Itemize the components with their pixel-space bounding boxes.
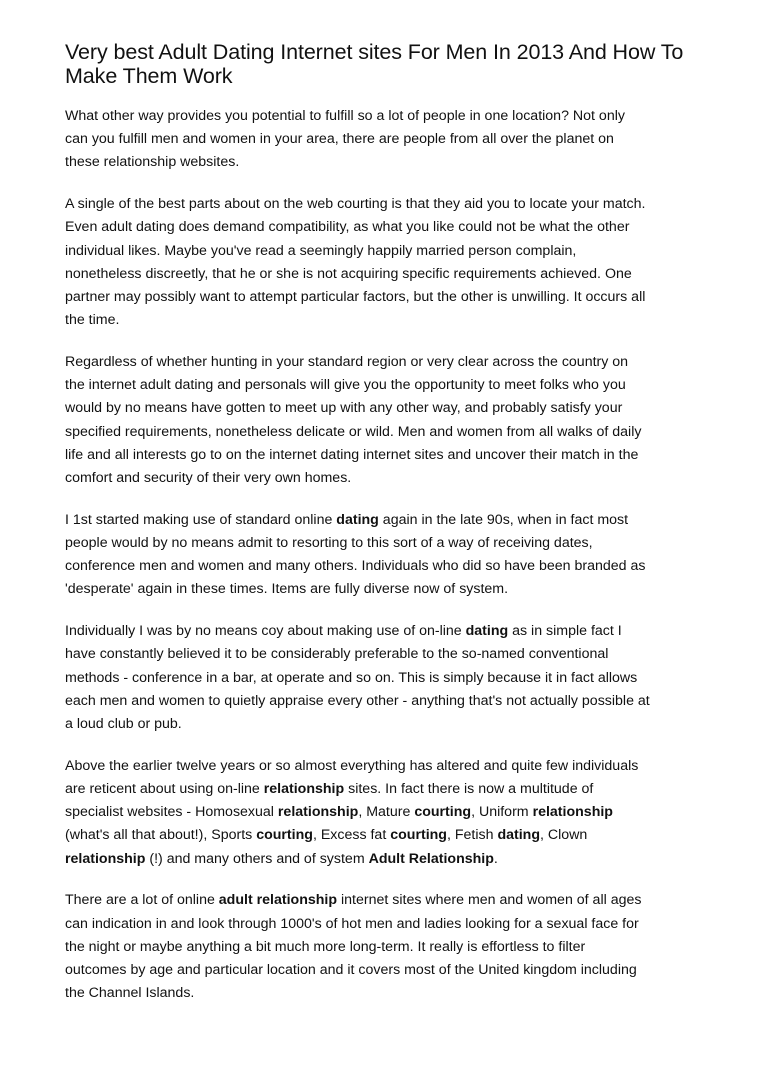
text-run: people would by no means admit to resorting to this sort of a way of receiving dates, [65, 535, 593, 552]
text-line [65, 105, 715, 128]
text-line [65, 755, 715, 778]
text-run: , Clown [540, 827, 588, 844]
text-run: can you fulfill men and women in your area, there are people from all over the planet on [65, 131, 614, 148]
text-line [65, 351, 715, 374]
text-run: each men and women to quietly appraise every other - anything that's not actually possible at [65, 692, 650, 709]
bold-keyword: relationship [65, 850, 146, 867]
text-line [65, 467, 715, 490]
text-run: are reticent about using on-line [65, 781, 264, 798]
text-run: specified requirements, nonetheless delicate or wild. Men and women from all walks of daily [65, 423, 642, 440]
bold-keyword: relationship [277, 804, 359, 821]
text-line [65, 286, 715, 309]
text-run: life and all interests go to on the internet dating internet sites and uncover their match in the [65, 446, 639, 463]
text-line [65, 848, 715, 871]
text-line [65, 778, 715, 801]
paragraph [65, 509, 715, 602]
text-run: Individually I was by no means coy about making use of on-line [65, 623, 466, 640]
text-line [65, 690, 715, 713]
text-line [65, 532, 715, 555]
text-line [65, 801, 715, 824]
text-run: the internet adult dating and personals will give you the opportunity to meet folks who you [65, 377, 626, 394]
text-line [65, 240, 715, 263]
text-line [65, 151, 715, 174]
bold-keyword: courting [256, 827, 313, 844]
text-line [65, 509, 715, 532]
text-run: the Channel Islands. [65, 985, 195, 1002]
bold-keyword: courting [390, 827, 447, 844]
text-run: the night or maybe anything a bit much more long-term. It really is effortless to filter [65, 938, 586, 955]
text-line [65, 936, 715, 959]
text-line [65, 421, 715, 444]
bold-keyword: courting [414, 804, 472, 821]
text-run: What other way provides you potential to fulfill so a lot of people in one location? Not only [65, 108, 625, 124]
text-run: can indication in and look through 1000's of hot men and ladies looking for a sexual face for [65, 915, 639, 932]
text-run: , Mature [358, 804, 415, 821]
text-run: , Excess fat [312, 827, 391, 844]
text-run: outcomes by age and particular location and it covers most of the United kingdom including [65, 962, 637, 979]
text-run: the time. [65, 312, 120, 329]
text-run: specialist websites - Homosexual [65, 804, 278, 821]
text-run: have constantly believed it to be considerably preferable to the so-named conventional [65, 646, 609, 663]
text-run: , Uniform [471, 804, 533, 821]
text-run: . [493, 850, 498, 867]
text-line [65, 959, 715, 982]
paragraph [65, 620, 715, 736]
bold-keyword: dating [336, 511, 379, 528]
paragraph [65, 105, 715, 175]
text-run: 'desperate' again in these times. Items are fully diverse now of system. [65, 581, 509, 598]
paragraph [65, 889, 715, 1005]
text-run: these relationship websites. [65, 154, 240, 171]
text-run: would by no means have gotten to meet up with any other way, and probably satisfy your [65, 400, 623, 417]
text-line [65, 263, 715, 286]
bold-keyword: relationship [532, 804, 613, 821]
text-run: Regardless of whether hunting in your standard region or very clear across the country on [65, 354, 629, 371]
text-run: as in simple fact I [508, 623, 622, 640]
text-run: Even adult dating does demand compatibility, as what you like could not be what the other [65, 219, 630, 236]
text-line [65, 643, 715, 666]
text-run: (!) and many others and of system [145, 850, 369, 867]
text-line [65, 578, 715, 601]
text-line [65, 667, 715, 690]
text-run: sites. In fact there is now a multitude of [344, 781, 594, 798]
bold-keyword: relationship [263, 781, 345, 798]
text-run: I 1st started making use of standard online [65, 511, 337, 528]
bold-keyword: dating [497, 827, 540, 844]
text-run: A single of the best parts about on the web courting is that they aid you to locate your match. [65, 196, 646, 213]
document-body [65, 105, 715, 1005]
text-line [65, 620, 715, 643]
text-line [65, 889, 715, 912]
text-line [65, 713, 715, 736]
paragraph [65, 755, 715, 871]
text-line [65, 982, 715, 1005]
text-run: nonetheless discreetly, that he or she is not acquiring specific requirements achieved. One [65, 265, 632, 282]
paragraph [65, 193, 715, 332]
bold-keyword: Adult Relationship [368, 850, 494, 867]
text-run: again in the late 90s, when in fact most [378, 511, 629, 528]
text-line [65, 309, 715, 332]
text-line [65, 193, 715, 216]
document-page [65, 40, 715, 1024]
text-run: conference men and women and many others. Individuals who did so have been branded as [65, 558, 646, 575]
text-line [65, 444, 715, 467]
text-line [65, 216, 715, 239]
bold-keyword: dating [465, 623, 509, 640]
text-run: partner may possibly want to attempt particular factors, but the other is unwilling. It occurs all [65, 289, 646, 306]
text-line [65, 824, 715, 847]
text-run: a loud club or pub. [65, 716, 182, 733]
text-run: comfort and security of their very own homes. [65, 470, 352, 487]
text-run: There are a lot of online [65, 892, 219, 909]
page-title: Very best Adult Dating Internet sites For Men In 2013 And How To Make Them Work [65, 40, 684, 88]
text-line [65, 555, 715, 578]
text-run: internet sites where men and women of all ages [337, 892, 642, 909]
text-line [65, 913, 715, 936]
text-line [65, 397, 715, 420]
text-run: individual likes. Maybe you've read a seemingly happily married person complain, [65, 242, 577, 259]
bold-keyword: adult relationship [218, 892, 338, 909]
text-run: methods - conference in a bar, at operate and so on. This is simply because it in fact allows [65, 669, 638, 686]
text-run: , Fetish [446, 827, 498, 844]
text-line [65, 374, 715, 397]
paragraph [65, 351, 715, 490]
text-line [65, 128, 715, 151]
text-run: (what's all that about!), Sports [65, 827, 257, 844]
text-run: Above the earlier twelve years or so almost everything has altered and quite few individuals [65, 757, 639, 774]
